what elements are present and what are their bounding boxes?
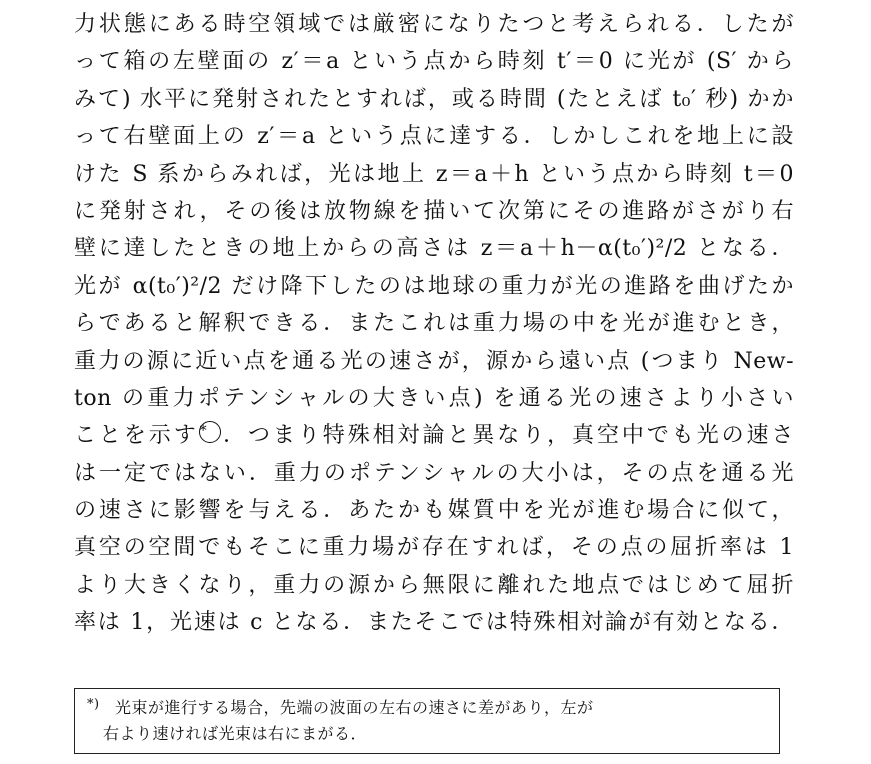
text-line-with-footnote-ref xyxy=(74,417,794,454)
document-page xyxy=(74,0,794,743)
footnote-marker: *) xyxy=(87,697,100,712)
text-line: の速さに影響を与える．あたかも媒質中を光が進む場合に似て， xyxy=(74,498,794,524)
text-line: は一定ではない．重力のポテンシャルの大小は，その点を通る光 xyxy=(74,460,794,486)
text-line: 重力の源に近い点を通る光の速さが，源から遠い点 (つまり New- xyxy=(74,348,794,374)
footnote-reference-mark: * xyxy=(199,421,221,443)
main-paragraph xyxy=(74,6,794,642)
text-line: らであると解釈できる．またこれは重力場の中を光が進むとき， xyxy=(74,311,794,337)
text-line: 率は 1，光速は c となる．またそこでは特殊相対論が有効となる． xyxy=(74,610,794,636)
text-line: 力状態にある時空領域では厳密になりたつと考えられる．したが xyxy=(74,12,794,37)
text-line: って箱の左壁面の z′＝a という点から時刻 t′＝0 に光が (S′ から xyxy=(74,49,794,75)
text-line: けた S 系からみれば，光は地上 z＝a＋h という点から時刻 t＝0 xyxy=(74,161,794,187)
text-line: 光が α(t₀′)²/2 だけ降下したのは地球の重力が光の進路を曲げたか xyxy=(74,273,794,299)
text-line: 真空の空間でもそこに重力場が存在すれば，その点の屈折率は 1 xyxy=(74,535,794,561)
footnote-text: 光束が進行する場合，先端の波面の左右の速さに差があり，左が xyxy=(115,698,594,717)
text-line: みて) 水平に発射されたとすれば，或る時間 (たとえば t₀′ 秒) かか xyxy=(74,86,794,112)
footnote-line xyxy=(87,695,769,721)
text-line: って右壁面上の z′＝a という点に達する．しかしこれを地上に設 xyxy=(74,124,794,150)
text-segment: ことを示す xyxy=(74,423,199,449)
footnote-line xyxy=(87,721,769,747)
text-line: ton の重力ポテンシャルの大きい点) を通る光の速さより小さい xyxy=(74,385,794,411)
text-line: 壁に達したときの地上からの高さは z＝a＋h－α(t₀′)²/2 となる． xyxy=(74,236,794,262)
text-line: に発射され，その後は放物線を描いて次第にその進路がさがり右 xyxy=(74,198,794,224)
footnote-box xyxy=(74,688,780,754)
text-line: より大きくなり，重力の源から無限に離れた地点ではじめて屈折 xyxy=(74,572,794,598)
text-segment: ．つまり特殊相対論と異なり，真空中でも光の速さ xyxy=(220,423,794,449)
footnote-text: 右より速ければ光束は右にまがる． xyxy=(103,724,368,743)
